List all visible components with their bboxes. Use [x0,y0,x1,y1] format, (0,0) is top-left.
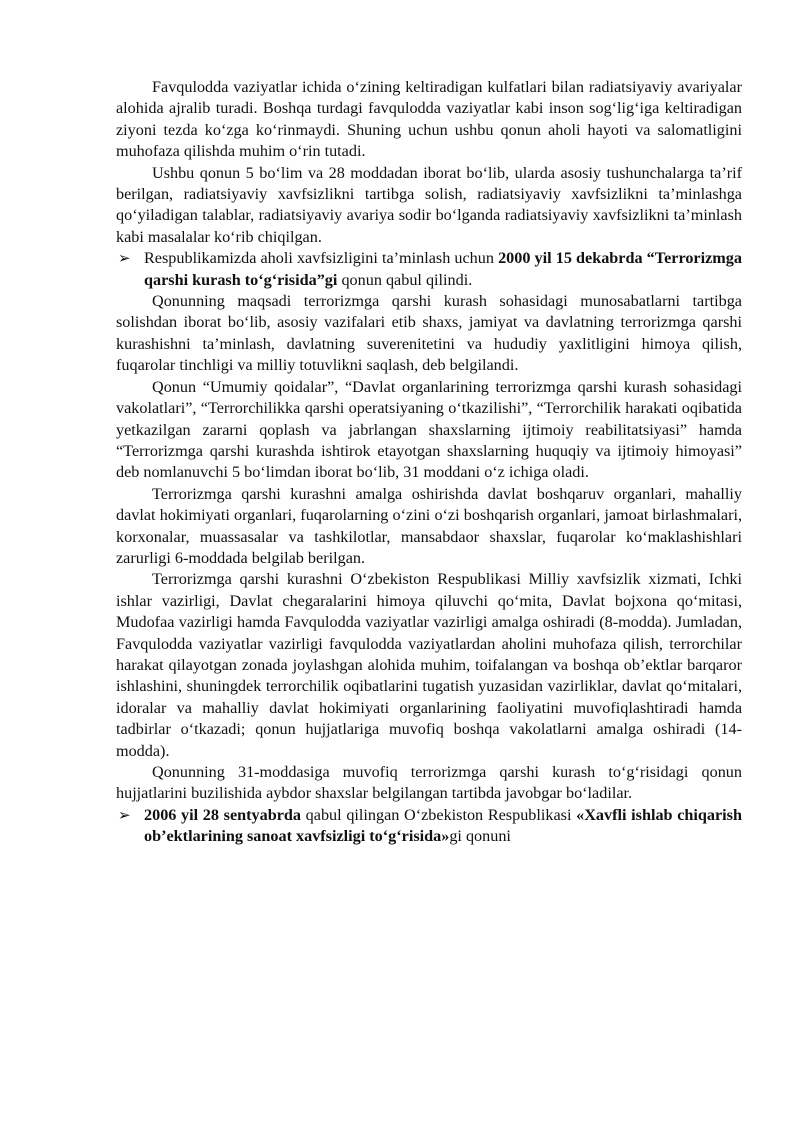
arrow-bullet-icon: ➢ [118,249,131,268]
bullet-date-bold: 2006 yil 28 sentyabrda [144,805,302,824]
bullet-text-post: qonun qabul qilindi. [337,270,473,289]
paragraph-participants: Terrorizmga qarshi kurashni amalga oshirishda davlat boshqaruv organlari, mahalliy davlat hokimiyati organlari, fuqarolarning o‘zini o‘zi boshqarish organlari, jamoat birlashmalari, korxonalar, muassasalar va tashkilotlar, mansabdaor shaxslar, fuqarolar ko‘maklashishlari zarurligi 6-moddada belgilab berilgan. [116,484,742,567]
bullet-terrorism-law [116,248,742,291]
arrow-bullet-icon: ➢ [118,805,131,824]
bullet-text-bold: 2000 yil 15 dekabrda “Terrorizmga qarshi kurash to‘g‘risida”gi [144,249,742,289]
paragraph-radiation-accidents: Favqulodda vaziyatlar ichida o‘zining keltiradigan kulfatlari bilan radiatsiyaviy avariyalar alohida ajralib turadi. Boshqa turdagi favqulodda vaziyatlar kabi inson sog‘lig‘iga keltiradigan ziyoni tezda ko‘zga ko‘rinmaydi. Shuning uchun ushbu qonun aholi hayoti va salomatligini muhofaza qilishda muhim o‘rin tutadi. [116,78,742,161]
paragraph-law-purpose: Qonunning maqsadi terrorizmga qarshi kurash sohasidagi munosabatlarni tartibga solishdan iborat bo‘lib, asosiy vazifalari etib shaxs, jamiyat va davlatning terrorizmga qarshi kurashishni ta’minlash, davlatning suverenitetini va hududiy yaxlitligini himoya qilish, fuqarolar tinchligi va milliy totuvlikni saqlash, deb belgilandi. [116,292,742,375]
paragraph-law-structure: Ushbu qonun 5 bo‘lim va 28 moddadan iborat bo‘lib, ularda asosiy tushunchalarga ta’rif berilgan, radiatsiyaviy xavfsizlikni tartibga solish, radiatsiyaviy xavfsizlikni ta’minlashga qo‘yiladigan talablar, radiatsiyaviy avariya sodir bo‘lganda radiatsiyaviy xavfsizlikni ta’minlash kabi masalalar ko‘rib chiqilgan. [116,163,742,246]
paragraph-agencies: Terrorizmga qarshi kurashni O‘zbekiston Respublikasi Milliy xavfsizlik xizmati, Ichki ishlar vazirligi, Davlat chegaralarini himoya qiluvchi qo‘mita, Davlat bojxona qo‘mitasi, Mudofaa vazirligi hamda Favqulodda vaziyatlar vazirligi amalga oshiradi (8-modda). Jumladan, Favqulodda vaziyatlar vazirligi favqulodda vaziyatlardan aholini muhofaza qilish, terrorchilar harakat qilayotgan zonada joylashgan alohida muhim, toifalangan va boshqa ob’ektlar barqaror ishlashini, shuningdek terrorchilik oqibatlarini tugatish yuzasidan vazirliklar, davlat qo‘mitalari, idoralar va mahalliy davlat hokimiyati organlarining faoliyatini muvofiqlashtiradi hamda tadbirlar o‘tkazadi; qonun hujjatlariga muvofiq boshqa vakolatlarni amalga oshiradi (14-modda). [116,570,742,760]
paragraph-law-sections: Qonun “Umumiy qoidalar”, “Davlat organlarining terrorizmga qarshi kurash sohasidagi vakolatlari”, “Terrorchilikka qarshi operatsiyaning o‘tkazilishi”, “Terrorchilik harakati oqibatida yetkazilgan zararni qoplash va jabrlangan shaxslarning ijtimoiy reabilitatsiyasi” hamda “Terrorizmga qarshi kurashda ishtirok etayotgan shaxslarning huquqiy va ijtimoiy himoyasi” deb nomlanuvchi 5 bo‘limdan iborat bo‘lib, 31 moddani o‘z ichiga oladi. [116,377,742,482]
bullet-text-pre: Respublikamizda aholi xavfsizligini ta’minlash uchun [144,249,499,268]
bullet-text-end: gi qonuni [449,827,511,846]
document-page [116,77,742,848]
bullet-law-title-bold: «Xavfli ishlab chiqarish ob’ektlarining sanoat xavfsizligi to‘g‘risida» [144,805,742,846]
bullet-text-mid: qabul qilingan O‘zbekiston Respublikasi [301,805,577,824]
paragraph-liability: Qonunning 31-moddasiga muvofiq terrorizmga qarshi kurash to‘g‘risidagi qonun hujjatlarini buzilishida aybdor shaxslar belgilangan tartibda javobgar bo‘ladilar. [116,763,742,803]
bullet-industrial-safety-law [116,805,742,848]
